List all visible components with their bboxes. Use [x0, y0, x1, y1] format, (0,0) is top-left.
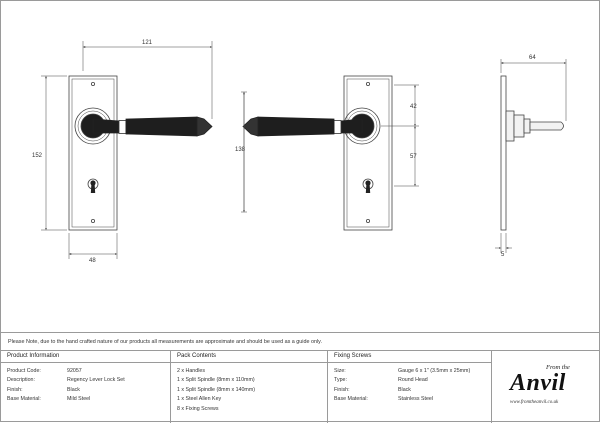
side-plate — [501, 76, 506, 230]
measurement-note: Please Note, due to the hand crafted nature of our products all measurements are approximate and should be used as a guide only. — [8, 339, 322, 345]
logo-section — [492, 350, 600, 423]
info-row: Finish: Black — [7, 386, 170, 395]
dim-lever-height: 138 — [235, 147, 246, 153]
mirrored-view — [243, 76, 392, 230]
logo-brand: Anvil — [510, 370, 566, 396]
finish-value: Black — [67, 386, 80, 393]
info-row: Product Code: 92057 — [7, 367, 170, 376]
list-item: 1 x Split Spindle (8mm x 110mm) — [177, 377, 255, 384]
dim-plate-thickness: 5 — [501, 252, 505, 258]
dim-front-height: 152 — [32, 153, 43, 159]
lever-handle — [126, 117, 197, 136]
info-row: Base Material: Mild Steel — [7, 395, 170, 404]
pack-contents-heading: Pack Contents — [171, 350, 327, 363]
divider-line — [1, 332, 600, 333]
keyhole-escutcheon — [88, 179, 98, 193]
side-lever — [530, 122, 564, 130]
front-view — [69, 76, 212, 230]
backplate-outline — [69, 76, 117, 230]
list-item: 2 x Handles — [177, 368, 205, 374]
spec-table — [1, 350, 600, 423]
fixing-screws-heading: Fixing Screws — [328, 350, 491, 363]
list-item: 1 x Split Spindle (8mm x 140mm) — [177, 386, 256, 393]
dim-rose-to-top: 42 — [410, 104, 417, 110]
product-information-section — [1, 350, 171, 423]
list-item: 1 x Steel Allen Key — [177, 396, 222, 403]
backplate-outline-mirrored — [344, 76, 392, 230]
base-material-value: Mild Steel — [67, 396, 91, 403]
info-row: Base Material: Stainless Steel — [334, 396, 434, 403]
pack-contents-section — [171, 350, 328, 423]
lever-handle-mirrored — [258, 117, 334, 136]
dim-plate-width: 48 — [89, 258, 96, 264]
logo-url: www.fromtheanvil.co.uk — [510, 400, 559, 405]
anvil-logo — [508, 360, 588, 416]
dim-front-width: 121 — [142, 40, 153, 46]
keyhole-escutcheon-mirrored — [363, 179, 373, 193]
info-row: Description: Regency Lever Lock Set — [7, 376, 170, 385]
logo-from-text: From the — [546, 364, 570, 371]
description-value: Regency Lever Lock Set — [67, 377, 125, 384]
product-information-heading: Product Information — [1, 350, 170, 363]
info-row: Type: Round Head — [334, 377, 428, 384]
side-view — [501, 76, 564, 230]
info-row: Size: Gauge 6 x 1" (3.5mm x 25mm) — [334, 368, 471, 374]
product-code-value: 92057 — [67, 368, 82, 374]
dim-keyhole-offset: 57 — [410, 154, 417, 160]
list-item: 8 x Fixing Screws — [177, 405, 219, 412]
dim-side-projection: 64 — [529, 55, 536, 61]
fixing-screws-section — [328, 350, 492, 423]
info-row: Finish: Black — [334, 386, 411, 393]
front-dimensions — [41, 41, 212, 259]
technical-drawing — [1, 1, 600, 341]
